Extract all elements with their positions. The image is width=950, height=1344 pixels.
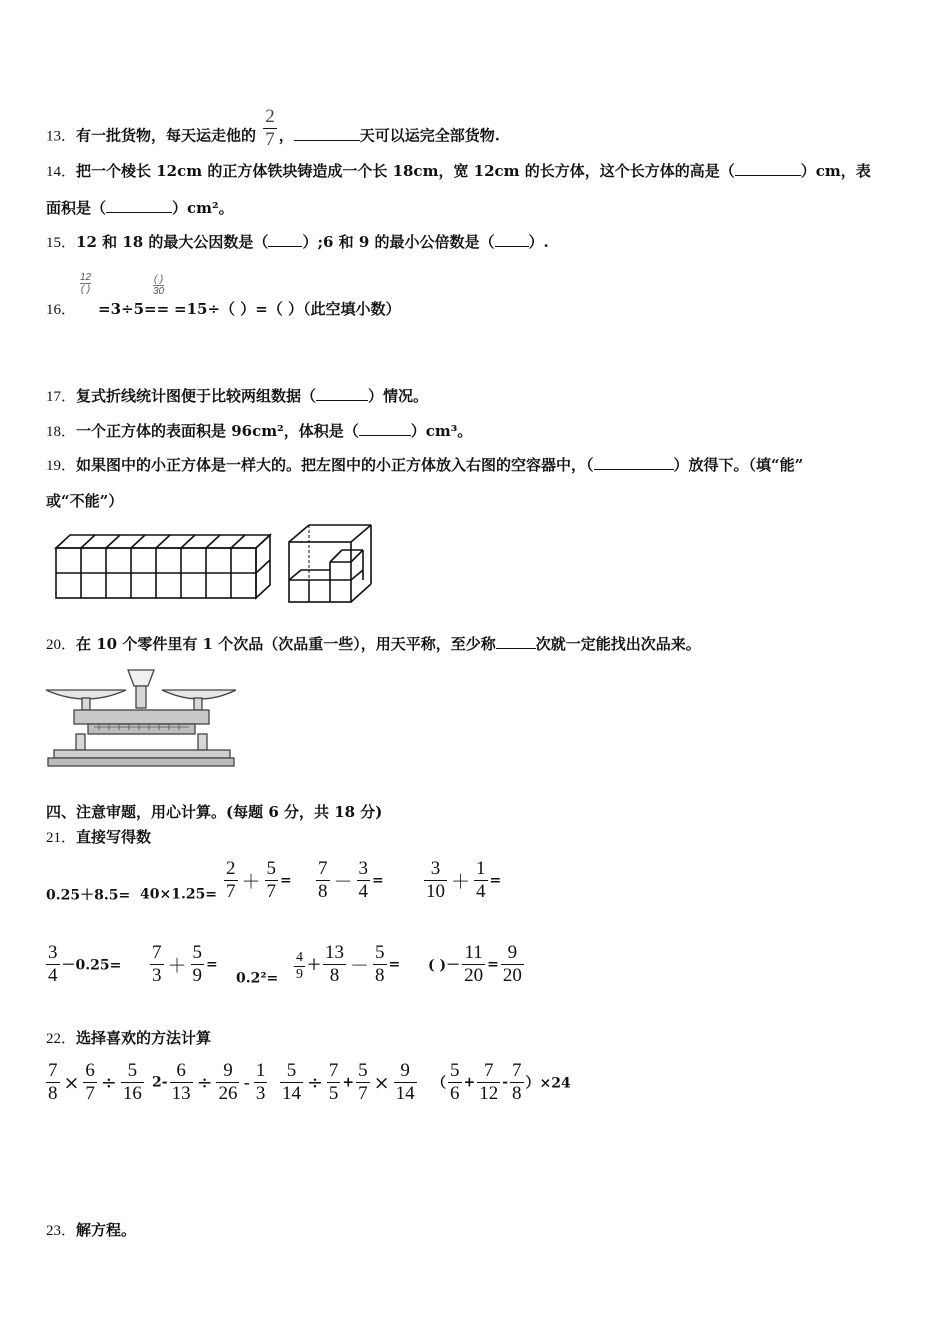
q21-row2-e: ( )－ $\frac{11}{20}$ = $\frac{9}{20}$ bbox=[428, 942, 522, 986]
q21-row1-b: 40×1.25= bbox=[140, 886, 218, 903]
question-number: 13． bbox=[46, 128, 77, 145]
fraction-image: ( ) 30 bbox=[153, 274, 165, 297]
answer-blank[interactable] bbox=[359, 421, 411, 436]
answer-blank[interactable] bbox=[735, 161, 801, 176]
question-22: 22．选择喜欢的方法计算 bbox=[46, 1029, 212, 1047]
q21-row1-a: 0.25＋8.5= bbox=[46, 887, 131, 904]
q22-expr-3: $\frac{5}{14}$ ÷ $\frac{7}{5}$ + $\frac{5}{7}$ × $\frac{9}{14}$ bbox=[282, 1060, 415, 1104]
question-19-line-1: 19．如果图中的小正方体是一样大的。把左图中的小正方体放入右图的空容器中，（ ）放得下。（填“能” bbox=[46, 456, 804, 474]
question-21: 21．直接写得数 bbox=[46, 828, 152, 846]
question-number: 14． bbox=[46, 164, 77, 180]
cube-row-figure bbox=[50, 528, 275, 600]
question-23: 23．解方程。 bbox=[46, 1221, 137, 1239]
q22-expr-2: 2- $\frac{6}{13}$ ÷ $\frac{9}{26}$ - $\frac{1}{3}$ bbox=[152, 1060, 266, 1104]
question-number: 19． bbox=[46, 458, 77, 474]
q21-row1-c: $\frac{2}{7}$ ＋ $\frac{5}{7}$ = bbox=[226, 858, 292, 902]
fraction-image: 12 ( ) bbox=[80, 272, 92, 295]
question-19-line-2: 或“不能”） bbox=[46, 492, 124, 510]
q21-row1-d: $\frac{7}{8}$ － $\frac{3}{4}$ = bbox=[318, 858, 384, 902]
question-18: 18．一个正方体的表面积是 96cm²，体积是（ ）cm³。 bbox=[46, 422, 473, 440]
answer-blank[interactable] bbox=[294, 126, 360, 141]
answer-blank[interactable] bbox=[594, 455, 674, 470]
q21-row2-d: $\frac{4}{9}$ ＋ $\frac{13}{8}$ － $\frac{5}{8}$ = bbox=[296, 942, 401, 986]
q21-row1-e: $\frac{3}{10}$ ＋ $\frac{1}{4}$ = bbox=[426, 858, 502, 902]
question-17: 17．复式折线统计图便于比较两组数据（ ）情况。 bbox=[46, 387, 429, 405]
answer-blank[interactable] bbox=[316, 386, 368, 401]
question-number: 20． bbox=[46, 637, 77, 653]
answer-blank[interactable] bbox=[268, 232, 302, 247]
question-number: 23． bbox=[46, 1223, 77, 1239]
question-number: 21． bbox=[46, 830, 77, 846]
answer-blank[interactable] bbox=[106, 198, 172, 213]
question-number: 15． bbox=[46, 235, 77, 251]
question-number: 22． bbox=[46, 1031, 77, 1047]
question-13: 13．有一批货物，每天运走他的 $\frac{2}{7}$ ， 天可以运完全部货物. bbox=[46, 106, 501, 150]
question-20: 20．在 10 个零件里有 1 个次品（次品重一些），用天平称，至少称 次就一定能找出次品来。 bbox=[46, 635, 701, 653]
answer-blank[interactable] bbox=[495, 232, 529, 247]
question-15: 15．12 和 18 的最大公因数是（ ）;6 和 9 的最小公倍数是（ ）. bbox=[46, 233, 549, 251]
q21-row2-a: $\frac{3}{4}$ －0.25= bbox=[48, 942, 122, 986]
question-number: 16． bbox=[46, 302, 77, 318]
question-number: 17． bbox=[46, 389, 77, 405]
question-number: 18． bbox=[46, 424, 77, 440]
q22-expr-1: $\frac{7}{8}$ × $\frac{6}{7}$ ÷ $\frac{5}{16}$ bbox=[48, 1060, 142, 1104]
fraction: $\frac{2}{7}$ bbox=[265, 106, 275, 150]
question-16 bbox=[46, 299, 76, 320]
q21-row2-b: $\frac{7}{3}$ ＋ $\frac{5}{9}$ = bbox=[152, 942, 218, 986]
question-14-line-2: 面积是（ ）cm²。 bbox=[46, 199, 234, 217]
question-14-line-1: 14．把一个棱长 12cm 的正方体铁块铸造成一个长 18cm，宽 12cm 的长方体，这个长方体的高是（ ）cm，表 bbox=[46, 162, 871, 180]
open-container-figure bbox=[285, 522, 375, 604]
answer-blank[interactable] bbox=[496, 634, 536, 649]
q22-expr-4: （ $\frac{5}{6}$ + $\frac{7}{12}$ - $\frac{7}{8}$ ）×24 bbox=[432, 1060, 571, 1104]
q21-row2-c: 0.2²= bbox=[236, 970, 279, 987]
section-4-title: 四、注意审题，用心计算。(每题 6 分，共 18 分) bbox=[46, 803, 383, 821]
balance-scale-figure bbox=[44, 664, 239, 772]
